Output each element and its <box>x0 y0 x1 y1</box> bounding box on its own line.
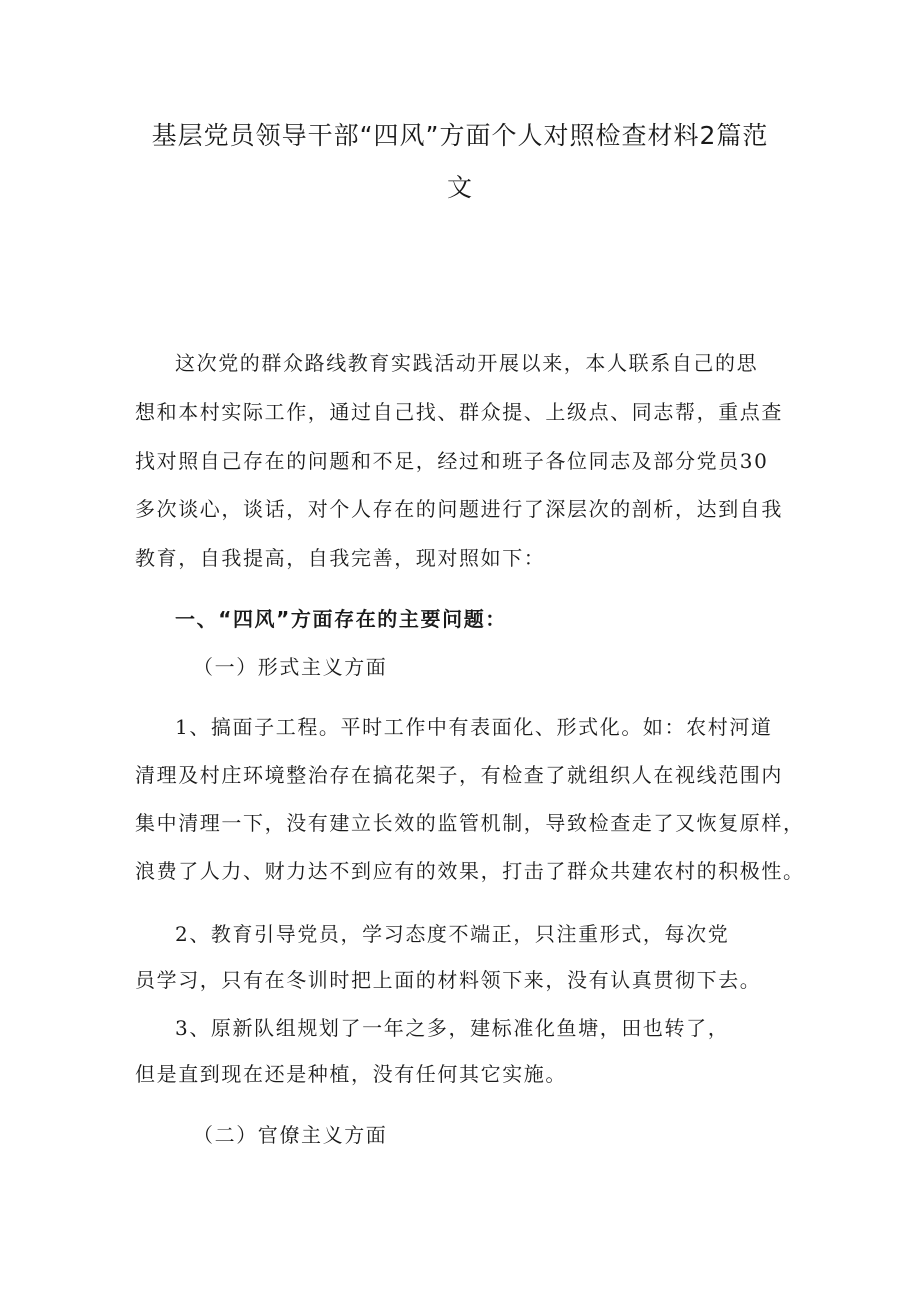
item-line: 但是直到现在还是种植，没有任何其它实施。 <box>135 1062 567 1086</box>
section-heading: 一、“四风”方面存在的主要问题： <box>175 607 507 631</box>
intro-line: 找对照自己存在的问题和不足，经过和班子各位同志及部分党员30 <box>135 449 769 473</box>
intro-line: 教育，自我提高，自我完善，现对照如下： <box>135 546 546 570</box>
item-line: 浪费了人力、财力达不到应有的效果，打击了群众共建农村的积极性。 <box>135 859 805 883</box>
subsection-heading: （二）官僚主义方面 <box>193 1123 388 1147</box>
item-line: 1、搞面子工程。平时工作中有表面化、形式化。如：农村河道 <box>175 715 773 739</box>
item-line: 集中清理一下，没有建立长效的监管机制，导致检查走了又恢复原样， <box>135 811 805 835</box>
document-title-line-2: 文 <box>446 173 473 202</box>
item-line: 2、教育引导党员，学习态度不端正，只注重形式，每次党 <box>175 922 730 946</box>
subsection-heading: （一）形式主义方面 <box>193 655 388 679</box>
intro-line: 想和本村实际工作，通过自己找、群众提、上级点、同志帮，重点查 <box>135 400 783 424</box>
intro-line: 多次谈心，谈话，对个人存在的问题进行了深层次的剖析，达到自我 <box>135 497 783 521</box>
intro-line: 这次党的群众路线教育实践活动开展以来，本人联系自己的思 <box>175 351 759 375</box>
item-line: 3、原新队组规划了一年之多，建标准化鱼塘，田也转了， <box>175 1016 730 1040</box>
item-line: 清理及村庄环境整治存在搞花架子，有检查了就组织人在视线范围内 <box>135 763 783 787</box>
item-line: 员学习，只有在冬训时把上面的材料领下来，没有认真贯彻下去。 <box>135 968 762 992</box>
document-title-line-1: 基层党员领导干部“四风”方面个人对照检查材料2篇范 <box>151 121 769 150</box>
